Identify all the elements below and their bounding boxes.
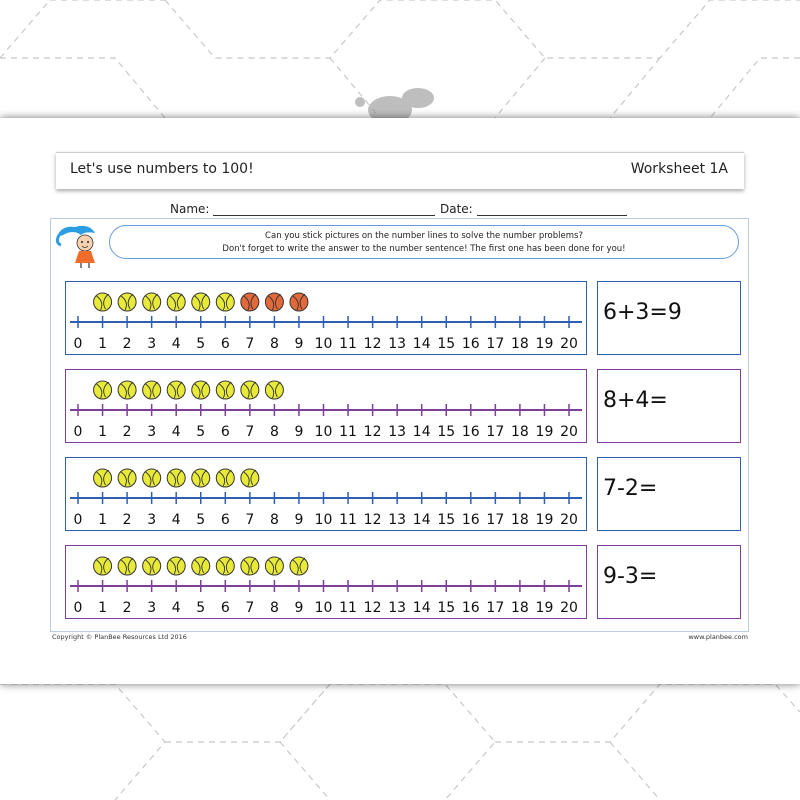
tick-label: 1 (98, 424, 108, 440)
tick-label: 2 (122, 512, 132, 528)
worksheet-number: Worksheet 1A (630, 161, 728, 177)
tick-label: 16 (461, 424, 480, 440)
tick-label: 11 (339, 336, 357, 352)
number-line-3 (66, 458, 586, 530)
tick-label: 14 (412, 336, 431, 352)
tennis-ball-icon (94, 557, 112, 575)
tennis-ball-icon (118, 293, 136, 311)
tick-label: 16 (461, 336, 480, 352)
tennis-ball-icon (192, 557, 210, 575)
number-line-1 (66, 282, 586, 354)
tick-label: 5 (196, 424, 206, 440)
tick-label: 13 (388, 336, 407, 352)
instruction-line-1: Can you stick pictures on the number lines to solve the number problems? (265, 231, 583, 241)
tick-label: 0 (73, 424, 83, 440)
tick-label: 5 (196, 336, 206, 352)
tennis-ball-icon (167, 381, 185, 399)
tick-label: 7 (245, 424, 255, 440)
instruction-line-2: Don't forget to write the answer to the number sentence! The first one has been done for you! (222, 244, 626, 254)
tick-label: 8 (269, 600, 279, 616)
tennis-ball-icon (94, 469, 112, 487)
tick-label: 0 (73, 600, 83, 616)
tick-label: 8 (269, 336, 279, 352)
tick-label: 1 (98, 600, 108, 616)
tick-label: 6 (220, 512, 230, 528)
equation-box-1[interactable] (597, 281, 741, 355)
number-line-2 (66, 370, 586, 442)
tennis-ball-icon (216, 469, 234, 487)
tennis-ball-icon (241, 381, 259, 399)
instruction-bubble (109, 225, 739, 259)
tick-label: 13 (388, 512, 407, 528)
tennis-ball-icon (94, 293, 112, 311)
tick-label: 11 (339, 600, 357, 616)
name-label: Name: (170, 202, 210, 216)
number-line-box-3[interactable] (65, 457, 587, 531)
tick-label: 19 (535, 424, 554, 440)
tick-label: 9 (294, 424, 304, 440)
tick-label: 6 (220, 336, 230, 352)
tick-label: 12 (363, 424, 382, 440)
equation-box-2[interactable] (597, 369, 741, 443)
tick-label: 12 (363, 512, 382, 528)
number-line-4 (66, 546, 586, 618)
tennis-ball-icon (192, 381, 210, 399)
tick-label: 15 (437, 336, 456, 352)
tennis-ball-icon (94, 381, 112, 399)
tick-label: 18 (510, 512, 529, 528)
tick-label: 17 (486, 336, 505, 352)
tick-label: 1 (98, 512, 108, 528)
date-line (477, 203, 627, 216)
tennis-ball-icon (167, 293, 185, 311)
equation-text: 6+3=9 (603, 300, 682, 325)
tennis-ball-icon (192, 293, 210, 311)
tick-label: 19 (535, 336, 554, 352)
tick-label: 8 (269, 424, 279, 440)
tick-label: 18 (510, 424, 529, 440)
tick-label: 10 (314, 336, 333, 352)
tick-label: 18 (510, 336, 529, 352)
tennis-ball-icon (265, 557, 283, 575)
tennis-ball-icon (118, 469, 136, 487)
red-ball-icon (265, 293, 283, 311)
tennis-ball-icon (143, 381, 161, 399)
tick-label: 1 (98, 336, 108, 352)
tick-label: 15 (437, 600, 456, 616)
number-line-box-4[interactable] (65, 545, 587, 619)
worksheet (0, 118, 800, 684)
equation-text: 9-3= (603, 564, 658, 589)
tick-label: 2 (122, 424, 132, 440)
tick-label: 4 (171, 600, 181, 616)
tennis-ball-icon (216, 557, 234, 575)
equation-text: 8+4= (603, 388, 668, 413)
tick-label: 4 (171, 512, 181, 528)
tick-label: 14 (412, 512, 431, 528)
tennis-ball-icon (143, 469, 161, 487)
tick-label: 3 (147, 600, 157, 616)
worksheet-title: Let's use numbers to 100! (70, 161, 254, 177)
tick-label: 20 (560, 512, 578, 528)
tick-label: 20 (560, 600, 578, 616)
tick-label: 16 (461, 600, 480, 616)
tennis-ball-icon (241, 557, 259, 575)
tick-label: 0 (73, 336, 83, 352)
red-ball-icon (290, 293, 308, 311)
tennis-ball-icon (167, 557, 185, 575)
tennis-ball-icon (143, 557, 161, 575)
tennis-ball-icon (118, 557, 136, 575)
tick-label: 9 (294, 512, 304, 528)
tick-label: 10 (314, 512, 333, 528)
tick-label: 10 (314, 424, 333, 440)
tick-label: 20 (560, 336, 578, 352)
girl-character-icon (55, 223, 105, 269)
tick-label: 0 (73, 512, 83, 528)
tick-label: 3 (147, 512, 157, 528)
tennis-ball-icon (265, 381, 283, 399)
tick-label: 2 (122, 336, 132, 352)
tick-label: 2 (122, 600, 132, 616)
tick-label: 14 (412, 424, 431, 440)
tick-label: 13 (388, 424, 407, 440)
tick-label: 16 (461, 512, 480, 528)
tick-label: 4 (171, 336, 181, 352)
tick-label: 18 (510, 600, 529, 616)
tennis-ball-icon (216, 293, 234, 311)
tick-label: 6 (220, 600, 230, 616)
tennis-ball-icon (241, 469, 259, 487)
tennis-ball-icon (290, 557, 308, 575)
tick-label: 19 (535, 600, 554, 616)
name-line (213, 203, 435, 216)
tick-label: 17 (486, 512, 505, 528)
red-ball-icon (241, 293, 259, 311)
tick-label: 19 (535, 512, 554, 528)
tick-label: 9 (294, 336, 304, 352)
copyright-text: Copyright © PlanBee Resources Ltd 2016 (52, 633, 187, 641)
tick-label: 20 (560, 424, 578, 440)
tick-label: 11 (339, 424, 357, 440)
tick-label: 15 (437, 512, 456, 528)
tick-label: 7 (245, 600, 255, 616)
tennis-ball-icon (216, 381, 234, 399)
tick-label: 3 (147, 424, 157, 440)
tick-label: 15 (437, 424, 456, 440)
tick-label: 5 (196, 600, 206, 616)
number-line-box-1[interactable] (65, 281, 587, 355)
number-line-box-2[interactable] (65, 369, 587, 443)
tick-label: 12 (363, 600, 382, 616)
equation-text: 7-2= (603, 476, 658, 501)
tick-label: 13 (388, 600, 407, 616)
header-bar (56, 152, 744, 189)
tennis-ball-icon (167, 469, 185, 487)
tick-label: 10 (314, 600, 333, 616)
tick-label: 14 (412, 600, 431, 616)
equation-box-4[interactable] (597, 545, 741, 619)
tick-label: 3 (147, 336, 157, 352)
tennis-ball-icon (118, 381, 136, 399)
tick-label: 7 (245, 512, 255, 528)
worksheet-content (50, 218, 749, 632)
equation-box-3[interactable] (597, 457, 741, 531)
tennis-ball-icon (192, 469, 210, 487)
tick-label: 5 (196, 512, 206, 528)
tick-label: 6 (220, 424, 230, 440)
tick-label: 8 (269, 512, 279, 528)
tick-label: 17 (486, 424, 505, 440)
tick-label: 11 (339, 512, 357, 528)
name-field[interactable] (170, 202, 435, 216)
tick-label: 9 (294, 600, 304, 616)
tick-label: 12 (363, 336, 382, 352)
website-text: www.planbee.com (688, 633, 748, 641)
tick-label: 17 (486, 600, 505, 616)
date-label: Date: (440, 202, 473, 216)
tick-label: 4 (171, 424, 181, 440)
date-field[interactable] (440, 202, 627, 216)
tick-label: 7 (245, 336, 255, 352)
tennis-ball-icon (143, 293, 161, 311)
